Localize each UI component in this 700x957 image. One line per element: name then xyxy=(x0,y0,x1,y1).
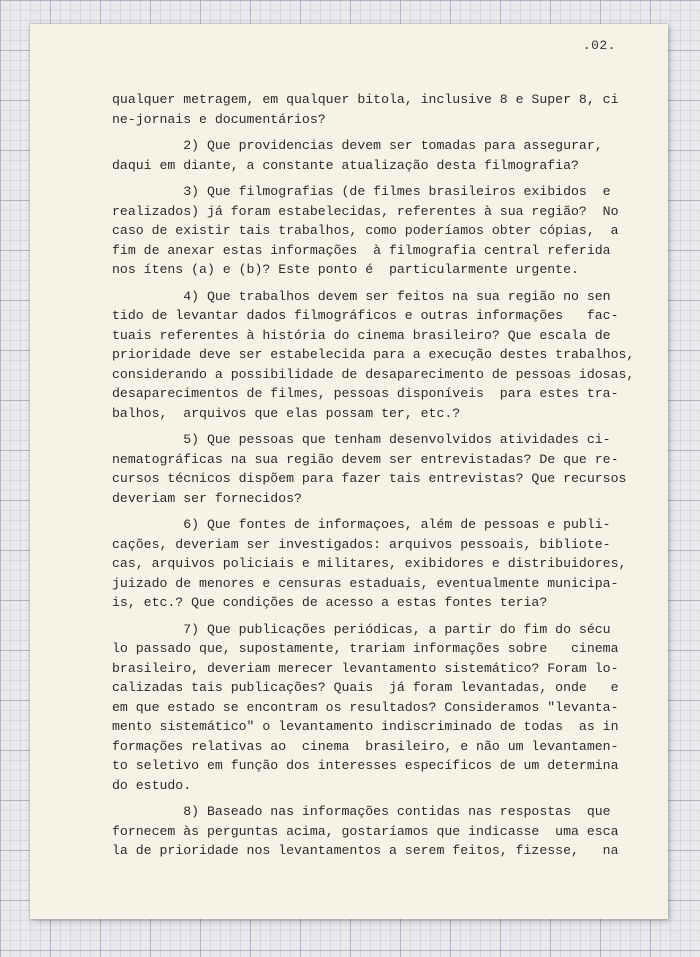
text-line: em que estado se encontram os resultados? Consideramos "levanta- xyxy=(112,699,619,715)
text-line: fornecem às perguntas acima, gostaríamos que indicasse uma esca xyxy=(112,823,619,839)
text-line: brasileiro, deveriam merecer levantamento sistemático? Foram lo- xyxy=(112,660,619,676)
text-line: deveriam ser fornecidos? xyxy=(112,490,302,506)
paragraph-gap xyxy=(112,129,648,136)
text-line: 4) Que trabalhos devem ser feitos na sua região no sen xyxy=(112,288,611,304)
text-line: 2) Que providencias devem ser tomadas para assegurar, xyxy=(112,138,603,153)
text-line: caso de existir tais trabalhos, como poderíamos obter cópias, a xyxy=(112,223,619,238)
text-line: nematográficas na sua região devem ser entrevistadas? De que re- xyxy=(112,451,619,467)
text-line: is, etc.? Que condições de acesso a estas fontes teria? xyxy=(112,595,548,610)
text-line: considerando a possibilidade de desaparecimento de pessoas idosas, xyxy=(112,366,635,382)
text-line: cas, arquivos policiais e militares, exibidores e distribuidores, xyxy=(112,556,627,571)
text-line: qualquer metragem, em qualquer bitola, inclusive 8 e Super 8, ci xyxy=(112,92,619,107)
paragraph-gap xyxy=(112,613,648,620)
text-line: la de prioridade nos levantamentos a serem feitos, fizesse, na xyxy=(112,843,619,858)
text-line: mento sistemático" o levantamento indiscriminado de todas as in xyxy=(112,719,619,734)
text-line: cursos técnicos dispõem para fazer tais entrevistas? Que recursos xyxy=(112,471,627,486)
text-line: prioridade deve ser estabelecida para a execução destes trabalhos, xyxy=(112,347,635,362)
text-line: 5) Que pessoas que tenham desenvolvidos atividades ci- xyxy=(112,432,611,447)
text-line: 3) Que filmografias (de filmes brasileiros exibidos e xyxy=(112,184,611,199)
paragraph xyxy=(112,430,648,508)
paragraph xyxy=(112,802,648,861)
paragraph xyxy=(112,182,648,280)
text-line: do estudo. xyxy=(112,777,192,793)
paragraph xyxy=(112,515,648,613)
paragraph-gap xyxy=(112,508,648,515)
text-line: formações relativas ao cinema brasileiro, e não um levantamen- xyxy=(112,738,619,754)
text-line: nos ítens (a) e (b)? Este ponto é particularmente urgente. xyxy=(112,262,579,277)
text-line: realizados) já foram estabelecidas, referentes à sua região? No xyxy=(112,203,619,219)
text-line: ne-jornais e documentários? xyxy=(112,111,326,127)
paragraph xyxy=(112,136,648,175)
paragraph-gap xyxy=(112,280,648,287)
document-page xyxy=(30,24,668,919)
text-line: 7) Que publicações periódicas, a partir do fim do sécu xyxy=(112,621,611,637)
document-body xyxy=(112,90,648,861)
paragraph-gap xyxy=(112,175,648,182)
text-line: tido de levantar dados filmográficos e outras informações fac- xyxy=(112,308,619,323)
paragraph xyxy=(112,287,648,424)
text-line: 8) Baseado nas informações contidas nas respostas que xyxy=(112,804,611,819)
text-line: tuais referentes à história do cinema brasileiro? Que escala de xyxy=(112,327,611,343)
text-line: 6) Que fontes de informaçoes, além de pessoas e publi- xyxy=(112,517,611,532)
paragraph-gap xyxy=(112,423,648,430)
paragraph xyxy=(112,90,648,129)
text-line: daqui em diante, a constante atualização desta filmografia? xyxy=(112,157,579,173)
text-line: cações, deveriam ser investigados: arquivos pessoais, bibliote- xyxy=(112,536,611,552)
text-line: balhos, arquivos que elas possam ter, etc.? xyxy=(112,405,461,421)
text-line: lo passado que, supostamente, trariam informações sobre cinema xyxy=(112,641,619,656)
text-line: calizadas tais publicações? Quais já foram levantadas, onde e xyxy=(112,680,619,695)
paragraph-gap xyxy=(112,795,648,802)
page-number: .02. xyxy=(582,38,616,53)
text-line: juizado de menores e censuras estaduais, eventualmente municipa- xyxy=(112,575,619,591)
paragraph xyxy=(112,620,648,796)
text-line: to seletivo em função dos interesses específicos de um determina xyxy=(112,758,619,773)
text-line: fim de anexar estas informações à filmografia central referida xyxy=(112,242,611,258)
text-line: desaparecimentos de filmes, pessoas disponíveis para estes tra- xyxy=(112,386,619,401)
